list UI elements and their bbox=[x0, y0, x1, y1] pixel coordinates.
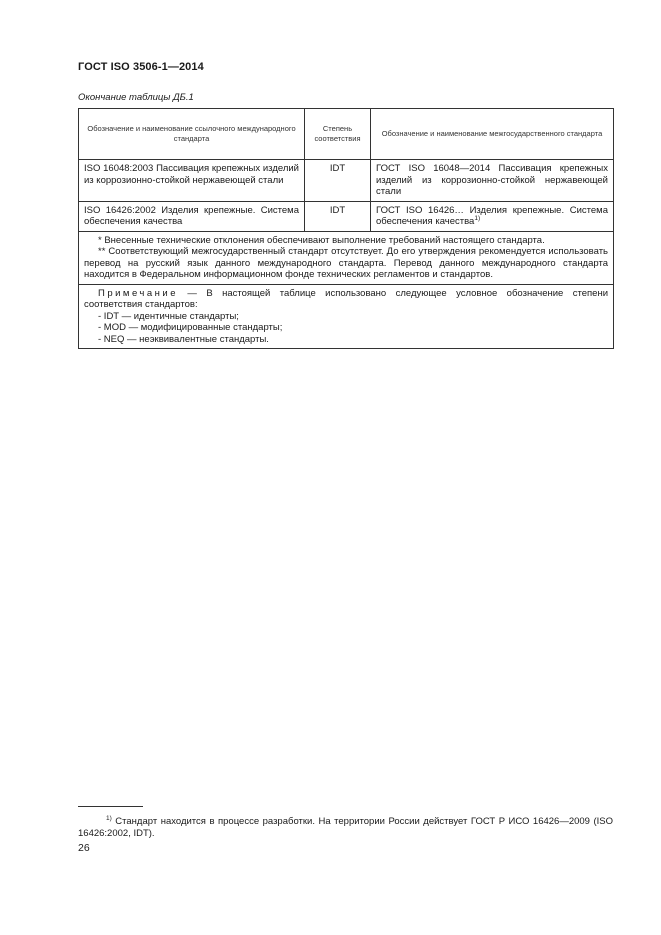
table-footnote-2: ** Соответствующий межгосударственный стандарт отсутствует. До его утверждения рекомендуется использовать перевод на русский язык данного международного стандарта. Перевод данного международного стандарта находится в Федеральном информационном фонде технических регламентов и стандартов. bbox=[84, 246, 608, 280]
note-item-neq: - NEQ — неэквивалентные стандарты. bbox=[98, 333, 269, 345]
interstate-standard-text: ГОСТ ISO 16426… Изделия крепежные. Система обеспечения качества bbox=[376, 204, 608, 227]
table-note-row bbox=[79, 284, 614, 349]
cell-degree: IDT bbox=[305, 160, 371, 202]
cell-degree: IDT bbox=[305, 201, 371, 231]
table-row bbox=[79, 160, 614, 202]
table-footnote-1: * Внесенные технические отклонения обеспечивают выполнение требований настоящего стандарта. bbox=[98, 234, 545, 246]
document-header: ГОСТ ISO 3506-1—2014 bbox=[78, 61, 204, 73]
note-label: Примечание bbox=[98, 287, 178, 299]
table-header-row bbox=[79, 109, 614, 160]
table-footnotes bbox=[79, 231, 614, 284]
cell-interstate-standard bbox=[371, 201, 614, 231]
cell-international-standard: ISO 16048:2003 Пассивация крепежных изделий из коррозионно-стойкой нержавеющей стали bbox=[79, 160, 305, 202]
page-number: 26 bbox=[78, 842, 90, 854]
standards-table bbox=[78, 108, 614, 349]
interstate-standard-text: ГОСТ ISO 16048—2014 Пассивация крепежных изделий из коррозионно-стойкой нержавеющей стали bbox=[376, 163, 608, 197]
note-item-idt: - IDT — идентичные стандарты; bbox=[98, 310, 239, 322]
note-text: — В настоящей таблице использовано следующее условное обозначение степени соответствия стандартов: bbox=[84, 287, 608, 310]
table-note bbox=[79, 284, 614, 349]
footnote-divider bbox=[78, 806, 143, 807]
note-item-mod: - MOD — модифицированные стандарты; bbox=[98, 322, 283, 333]
table-caption: Окончание таблицы ДБ.1 bbox=[78, 92, 194, 103]
cell-interstate-standard bbox=[371, 160, 614, 202]
column-header-degree: Степень соответствия bbox=[305, 109, 371, 160]
page-footnote-marker: 1) bbox=[106, 815, 112, 822]
page-footnote bbox=[78, 816, 613, 840]
footnote-marker: 1) bbox=[474, 215, 481, 222]
cell-international-standard: ISO 16426:2002 Изделия крепежные. Система обеспечения качества bbox=[79, 201, 305, 231]
column-header-interstate: Обозначение и наименование межгосударственного стандарта bbox=[371, 109, 614, 160]
table-row bbox=[79, 201, 614, 231]
column-header-international: Обозначение и наименование ссылочного международного стандарта bbox=[79, 109, 305, 160]
page-footnote-text: Стандарт находится в процессе разработки. На территории России действует ГОСТ Р ИСО 16426—2009 (ISO 16426:2002, IDT). bbox=[78, 816, 614, 839]
table-footnotes-row bbox=[79, 231, 614, 284]
note-paragraph bbox=[84, 288, 608, 311]
